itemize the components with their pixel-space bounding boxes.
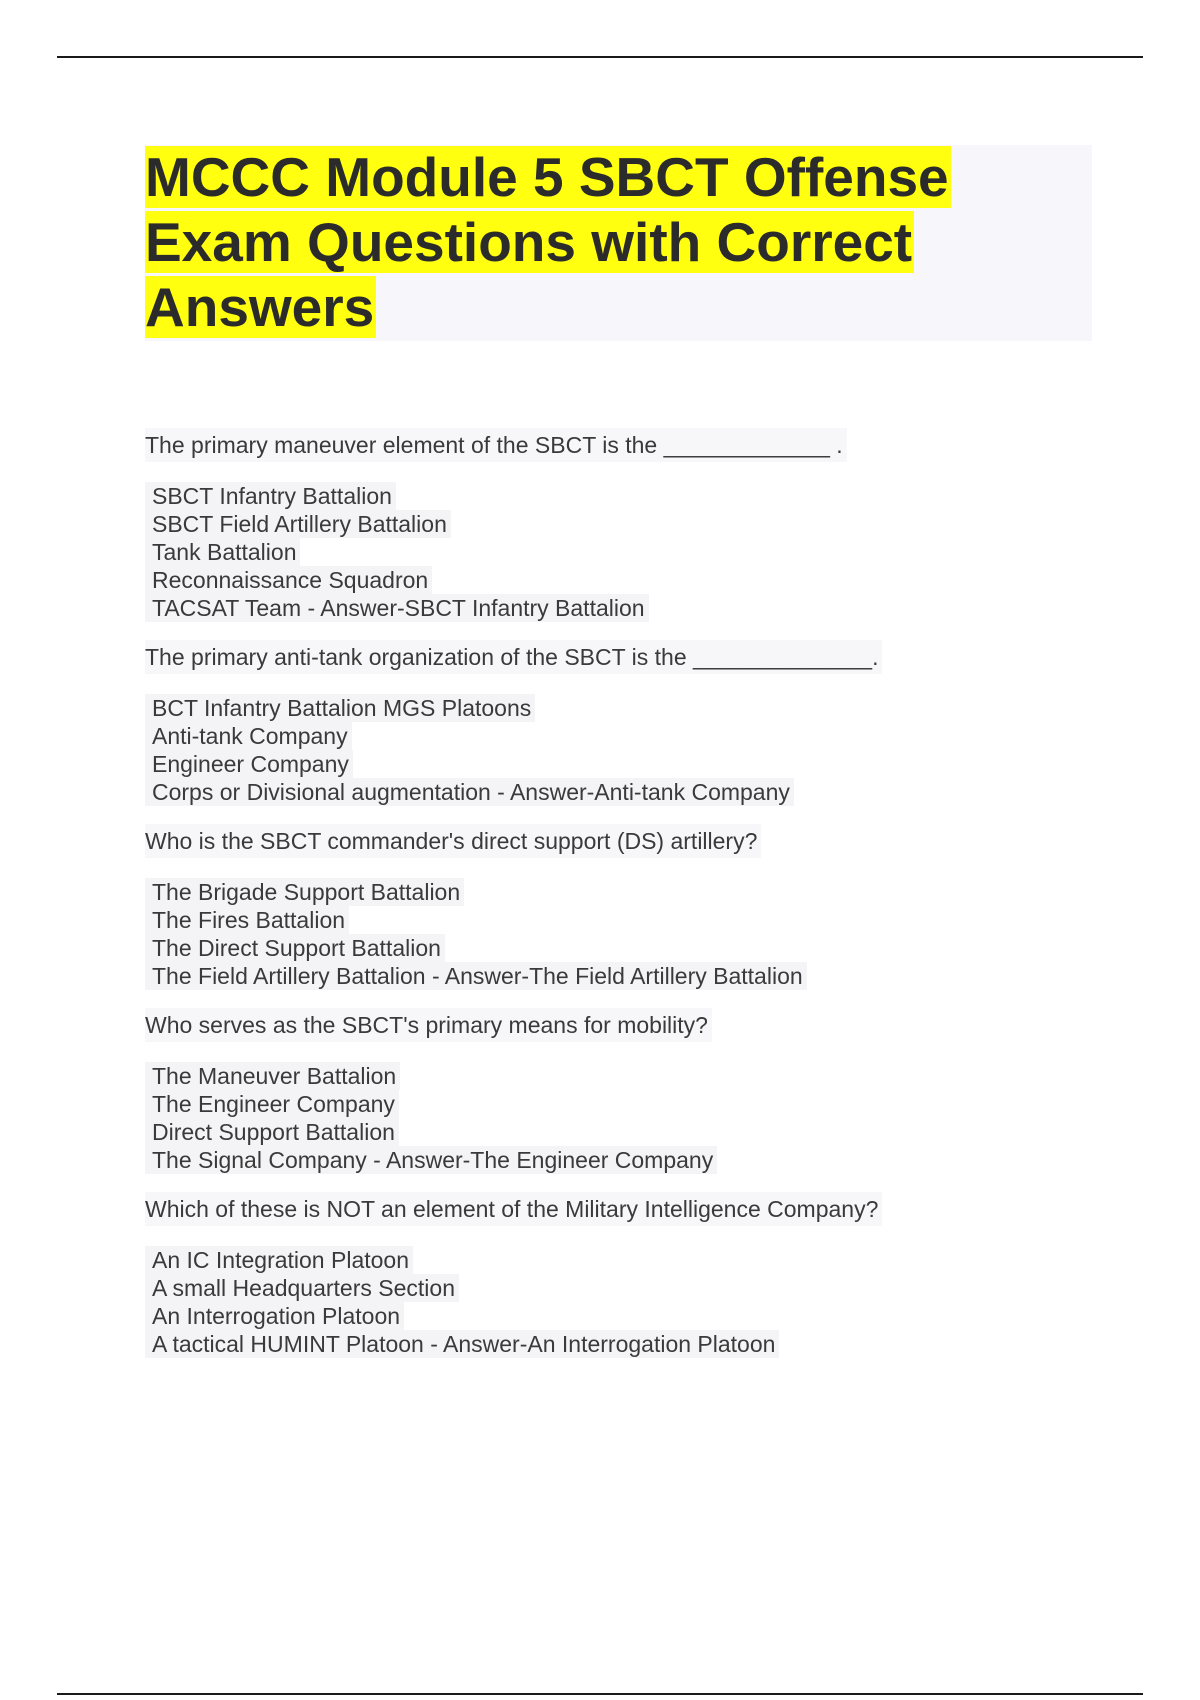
option-item-answer: Corps or Divisional augmentation - Answer-Anti-tank Company — [145, 778, 1105, 806]
question-text: The primary maneuver element of the SBCT is the _____________ . — [145, 428, 847, 462]
option-item-answer: The Signal Company - Answer-The Engineer Company — [145, 1146, 1105, 1174]
title-block — [145, 145, 1092, 341]
question-item-3 — [145, 824, 1105, 990]
option-item: Tank Battalion — [145, 538, 1105, 566]
option-item: BCT Infantry Battalion MGS Platoons — [145, 694, 1105, 722]
question-text: Which of these is NOT an element of the Military Intelligence Company? — [145, 1192, 882, 1226]
option-list — [145, 1062, 1105, 1174]
title-line-1: MCCC Module 5 SBCT Offense — [145, 146, 949, 208]
option-list — [145, 482, 1105, 622]
question-text: Who is the SBCT commander's direct support (DS) artillery? — [145, 824, 761, 858]
title-line-2: Exam Questions with Correct — [145, 211, 913, 273]
title-line-3: Answers — [145, 276, 375, 338]
option-item: A small Headquarters Section — [145, 1274, 1105, 1302]
question-item-4 — [145, 1008, 1105, 1174]
option-item-answer: TACSAT Team - Answer-SBCT Infantry Battalion — [145, 594, 1105, 622]
option-item: An Interrogation Platoon — [145, 1302, 1105, 1330]
question-list — [145, 428, 1105, 1376]
question-text: The primary anti-tank organization of the SBCT is the ______________. — [145, 640, 882, 674]
option-item: Direct Support Battalion — [145, 1118, 1105, 1146]
option-list — [145, 878, 1105, 990]
option-item-answer: The Field Artillery Battalion - Answer-The Field Artillery Battalion — [145, 962, 1105, 990]
question-item-5 — [145, 1192, 1105, 1358]
top-divider — [57, 56, 1143, 58]
option-list — [145, 694, 1105, 806]
option-item: The Direct Support Battalion — [145, 934, 1105, 962]
option-item: Anti-tank Company — [145, 722, 1105, 750]
option-item: SBCT Infantry Battalion — [145, 482, 1105, 510]
option-list — [145, 1246, 1105, 1358]
question-text: Who serves as the SBCT's primary means for mobility? — [145, 1008, 712, 1042]
option-item: An IC Integration Platoon — [145, 1246, 1105, 1274]
option-item: The Fires Battalion — [145, 906, 1105, 934]
page-title — [145, 145, 1092, 340]
bottom-divider — [57, 1693, 1143, 1695]
option-item: The Brigade Support Battalion — [145, 878, 1105, 906]
option-item: Engineer Company — [145, 750, 1105, 778]
question-item-2 — [145, 640, 1105, 806]
option-item-answer: A tactical HUMINT Platoon - Answer-An Interrogation Platoon — [145, 1330, 1105, 1358]
question-item-1 — [145, 428, 1105, 622]
option-item: The Maneuver Battalion — [145, 1062, 1105, 1090]
option-item: Reconnaissance Squadron — [145, 566, 1105, 594]
option-item: The Engineer Company — [145, 1090, 1105, 1118]
option-item: SBCT Field Artillery Battalion — [145, 510, 1105, 538]
